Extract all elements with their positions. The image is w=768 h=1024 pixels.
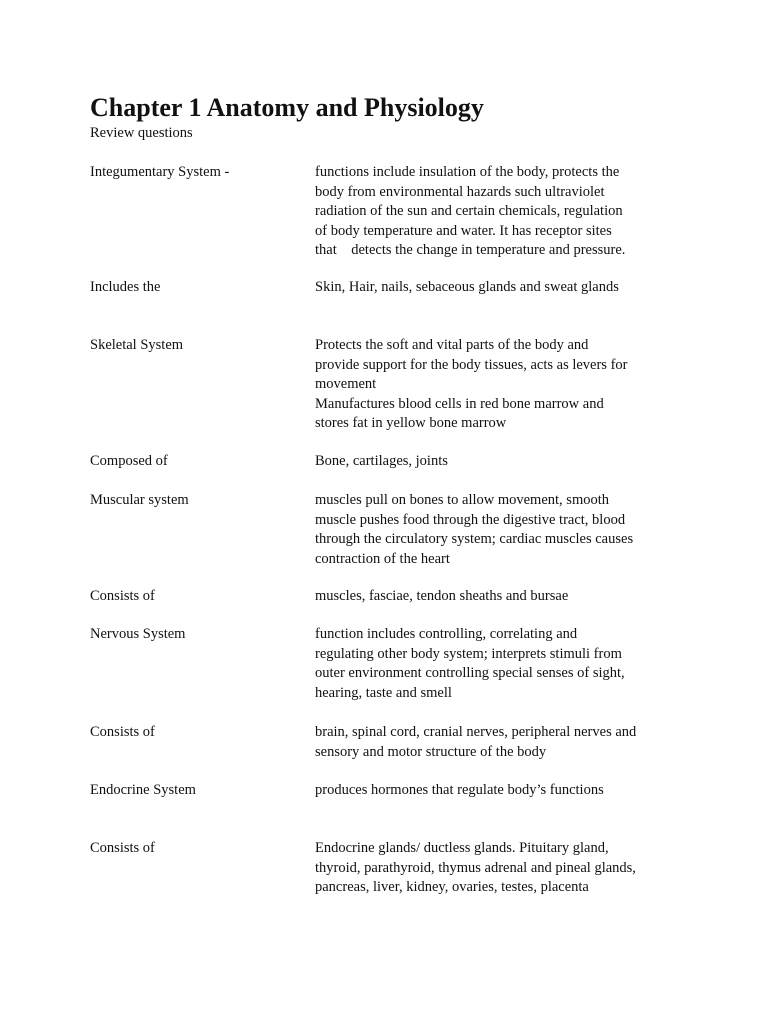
- entry-description: [315, 839, 685, 898]
- description-line: Endocrine glands/ ductless glands. Pituitary gland,: [315, 840, 609, 856]
- description-line: function includes controlling, correlating and: [315, 626, 578, 642]
- description-line: brain, spinal cord, cranial nerves, peripheral nerves and: [315, 724, 637, 740]
- description-line: provide support for the body tissues, acts as levers for: [315, 356, 628, 373]
- description-line: regulating other body system; interprets stimuli from: [315, 645, 622, 662]
- description-line: Protects the soft and vital parts of the body and: [315, 337, 589, 353]
- entry-term: Consists of: [90, 724, 155, 740]
- entry-description: [315, 163, 685, 261]
- entry-description: [315, 278, 685, 298]
- entry-description: [315, 723, 685, 762]
- description-line: functions include insulation of the body, protects the: [315, 164, 620, 180]
- entry-description: [315, 336, 685, 434]
- entry-term: Nervous System: [90, 626, 186, 642]
- entry-description: [315, 781, 685, 801]
- entry-term: Muscular system: [90, 492, 189, 508]
- description-line: hearing, taste and smell: [315, 684, 452, 701]
- description-line: produces hormones that regulate body’s functions: [315, 782, 604, 798]
- entry-term: Consists of: [90, 840, 155, 856]
- entry-term: Integumentary System -: [90, 164, 230, 180]
- description-line: muscles pull on bones to allow movement, smooth: [315, 492, 610, 508]
- entry-description: [315, 452, 685, 472]
- entry-description: [315, 491, 685, 569]
- entry-term: Endocrine System: [90, 782, 196, 798]
- description-line: stores fat in yellow bone marrow: [315, 415, 507, 431]
- description-line: movement: [315, 376, 377, 392]
- page-subtitle: Review questions: [90, 125, 193, 141]
- description-line: Skin, Hair, nails, sebaceous glands and sweat glands: [315, 279, 619, 295]
- description-line: body from environmental hazards such ultraviolet: [315, 183, 605, 200]
- description-line: muscles, fasciae, tendon sheaths and bursae: [315, 588, 569, 604]
- entry-term: Consists of: [90, 588, 155, 604]
- entry-term: Skeletal System: [90, 337, 184, 353]
- entry-term: Includes the: [90, 279, 161, 295]
- description-line: contraction of the heart: [315, 550, 450, 567]
- description-line: that detects the change in temperature and pressure.: [315, 242, 626, 258]
- description-line: radiation of the sun and certain chemicals, regulation: [315, 203, 623, 219]
- entry-description: [315, 625, 685, 703]
- description-line: Manufactures blood cells in red bone marrow and: [315, 395, 604, 412]
- description-line: muscle pushes food through the digestive tract, blood: [315, 511, 626, 528]
- description-line: of body temperature and water. It has receptor sites: [315, 222, 612, 239]
- description-line: pancreas, liver, kidney, ovaries, testes, placenta: [315, 879, 589, 895]
- description-line: sensory and motor structure of the body: [315, 743, 547, 760]
- entry-description: [315, 587, 685, 607]
- description-line: thyroid, parathyroid, thymus adrenal and pineal glands,: [315, 859, 636, 876]
- entry-term: Composed of: [90, 453, 168, 469]
- description-line: through the circulatory system; cardiac muscles causes: [315, 531, 634, 547]
- page-title: Chapter 1 Anatomy and Physiology: [90, 93, 484, 122]
- description-line: outer environment controlling special senses of sight,: [315, 665, 625, 681]
- description-line: Bone, cartilages, joints: [315, 453, 448, 469]
